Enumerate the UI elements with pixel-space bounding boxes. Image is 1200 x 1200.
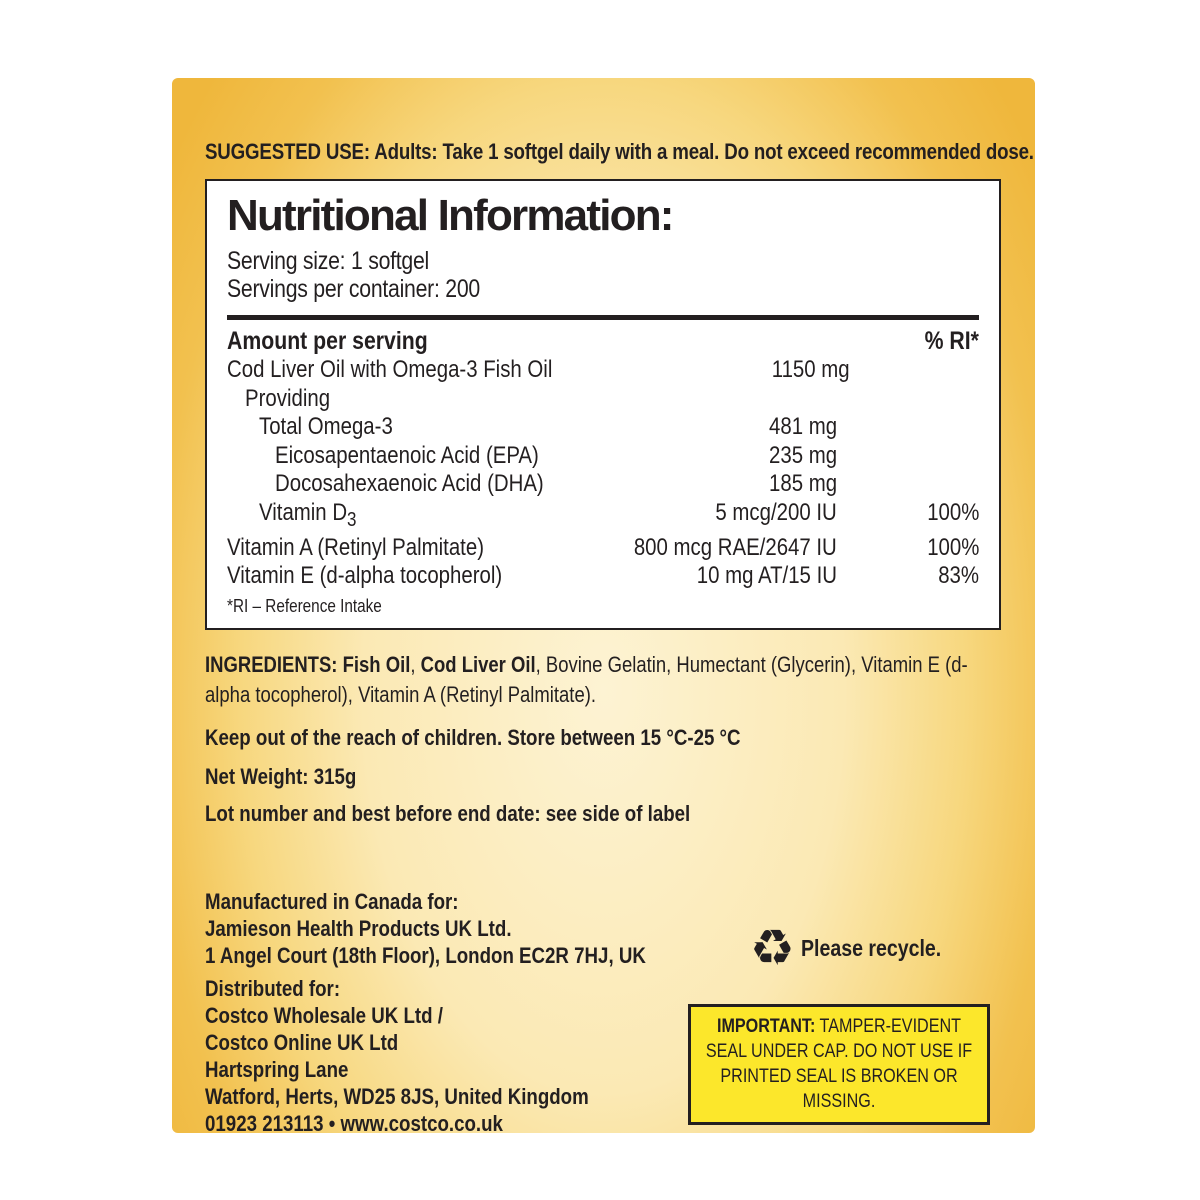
storage-instructions: Keep out of the reach of children. Store between 15 °C-25 °C: [205, 724, 741, 750]
nutrient-amount: 5 mcg/200 IU: [715, 498, 837, 526]
nutrient-name: Cod Liver Oil with Omega-3 Fish Oil: [227, 356, 553, 384]
recycle-row: [750, 919, 966, 977]
nutrient-row: [227, 562, 979, 591]
suggested-use-directions: Adults: Take 1 softgel daily with a meal. Do not exceed recommended dose.: [374, 139, 1034, 164]
label-content: [172, 78, 1035, 1137]
distributor-line: 01923 213113 • www.costco.co.uk: [205, 1110, 503, 1136]
nutrient-name: Eicosapentaenoic Acid (EPA): [275, 441, 539, 469]
ingredient-regular: ,: [410, 651, 421, 677]
nutrient-rows: [227, 356, 979, 591]
ingredient-bold: Cod Liver Oil: [420, 651, 536, 677]
important-notice-text: [699, 1014, 980, 1114]
nutrient-name: Providing: [245, 384, 331, 412]
nutrition-facts-box: [205, 179, 1001, 630]
lot-number-note: Lot number and best before end date: see side of label: [205, 800, 691, 826]
manufacturer-line: 1 Angel Court (18th Floor), London EC2R 7HJ, UK: [205, 942, 646, 968]
nutrient-row: [227, 413, 979, 442]
suggested-use-line: [205, 139, 1034, 165]
nutrient-amount: 185 mg: [768, 470, 837, 498]
nutrition-title: Nutritional Information:: [227, 191, 673, 240]
nutrient-row: [227, 470, 979, 499]
nutrient-amount: 10 mg AT/15 IU: [696, 562, 837, 590]
nutrient-row: [227, 356, 979, 385]
nutrient-ri: 100%: [926, 533, 979, 561]
nutrient-amount: 235 mg: [768, 441, 837, 469]
distributor-line: Costco Online UK Ltd: [205, 1029, 399, 1055]
nutrient-name: Vitamin A (Retinyl Palmitate): [227, 533, 484, 561]
important-notice: [688, 1004, 990, 1125]
thick-divider: [227, 315, 979, 320]
nutrient-amount: 1150 mg: [771, 356, 850, 384]
manufacturer-line: Manufactured in Canada for:: [205, 888, 459, 914]
ingredients-text: [205, 650, 1005, 710]
nutrient-amount: 481 mg: [768, 413, 837, 441]
net-weight: Net Weight: 315g: [205, 763, 357, 789]
nutrition-header-row: [227, 326, 979, 356]
nutrient-amount: 800 mcg RAE/2647 IU: [634, 533, 837, 561]
important-body: TAMPER-EVIDENT SEAL UNDER CAP. DO NOT USE IF PRINTED SEAL IS BROKEN OR MISSING.: [705, 1016, 973, 1112]
suggested-use-label: SUGGESTED USE:: [205, 139, 370, 164]
nutrient-row: [227, 442, 979, 471]
nutrient-ri: 83%: [938, 562, 979, 590]
amount-per-serving-header: Amount per serving: [227, 327, 428, 356]
ingredient-bold: INGREDIENTS:: [205, 651, 343, 677]
serving-info: [227, 247, 979, 303]
nutrient-ri: [850, 356, 992, 385]
ingredient-regular: , Bovine Gelatin, Humectant (Glycerin), Vitamin E (d-alpha tocopherol), Vitamin A (Retinyl Palmitate).: [205, 651, 968, 707]
distributor-line: Watford, Herts, WD25 8JS, United Kingdom: [205, 1083, 589, 1109]
nutrient-ri: 100%: [926, 498, 979, 526]
servings-per-container: Servings per container: 200: [227, 275, 480, 304]
important-label: IMPORTANT:: [716, 1016, 816, 1037]
recycle-icon: ♻: [750, 919, 795, 977]
serving-size: Serving size: 1 softgel: [227, 247, 430, 276]
distributor-line: Costco Wholesale UK Ltd /: [205, 1002, 443, 1028]
nutrient-amount: [597, 385, 837, 414]
nutrient-ri: [837, 442, 979, 471]
nutrient-name: Total Omega-3: [259, 413, 393, 441]
manufacturer-line: Jamieson Health Products UK Ltd.: [205, 915, 512, 941]
nutrient-row: [227, 499, 979, 534]
nutrient-ri: [837, 413, 979, 442]
nutrient-ri: [837, 385, 979, 414]
distributor-line: Hartspring Lane: [205, 1056, 349, 1082]
nutrient-ri: [837, 470, 979, 499]
suggested-use-text: [205, 139, 1034, 165]
product-label: [172, 78, 1035, 1136]
nutrient-name: Docosahexaenoic Acid (DHA): [275, 470, 544, 498]
percent-ri-header: % RI*: [924, 327, 979, 356]
nutrient-name: Vitamin $D_3$: [259, 498, 357, 531]
nutrient-name: Vitamin E (d-alpha tocopherol): [227, 562, 503, 590]
distributor-line: Distributed for:: [205, 975, 341, 1001]
ingredient-bold: Fish Oil: [342, 651, 411, 677]
recycle-text: Please recycle.: [800, 934, 942, 961]
ri-footnote: *RI – Reference Intake: [227, 595, 382, 616]
nutrient-row: [227, 385, 979, 414]
nutrient-row: [227, 534, 979, 563]
